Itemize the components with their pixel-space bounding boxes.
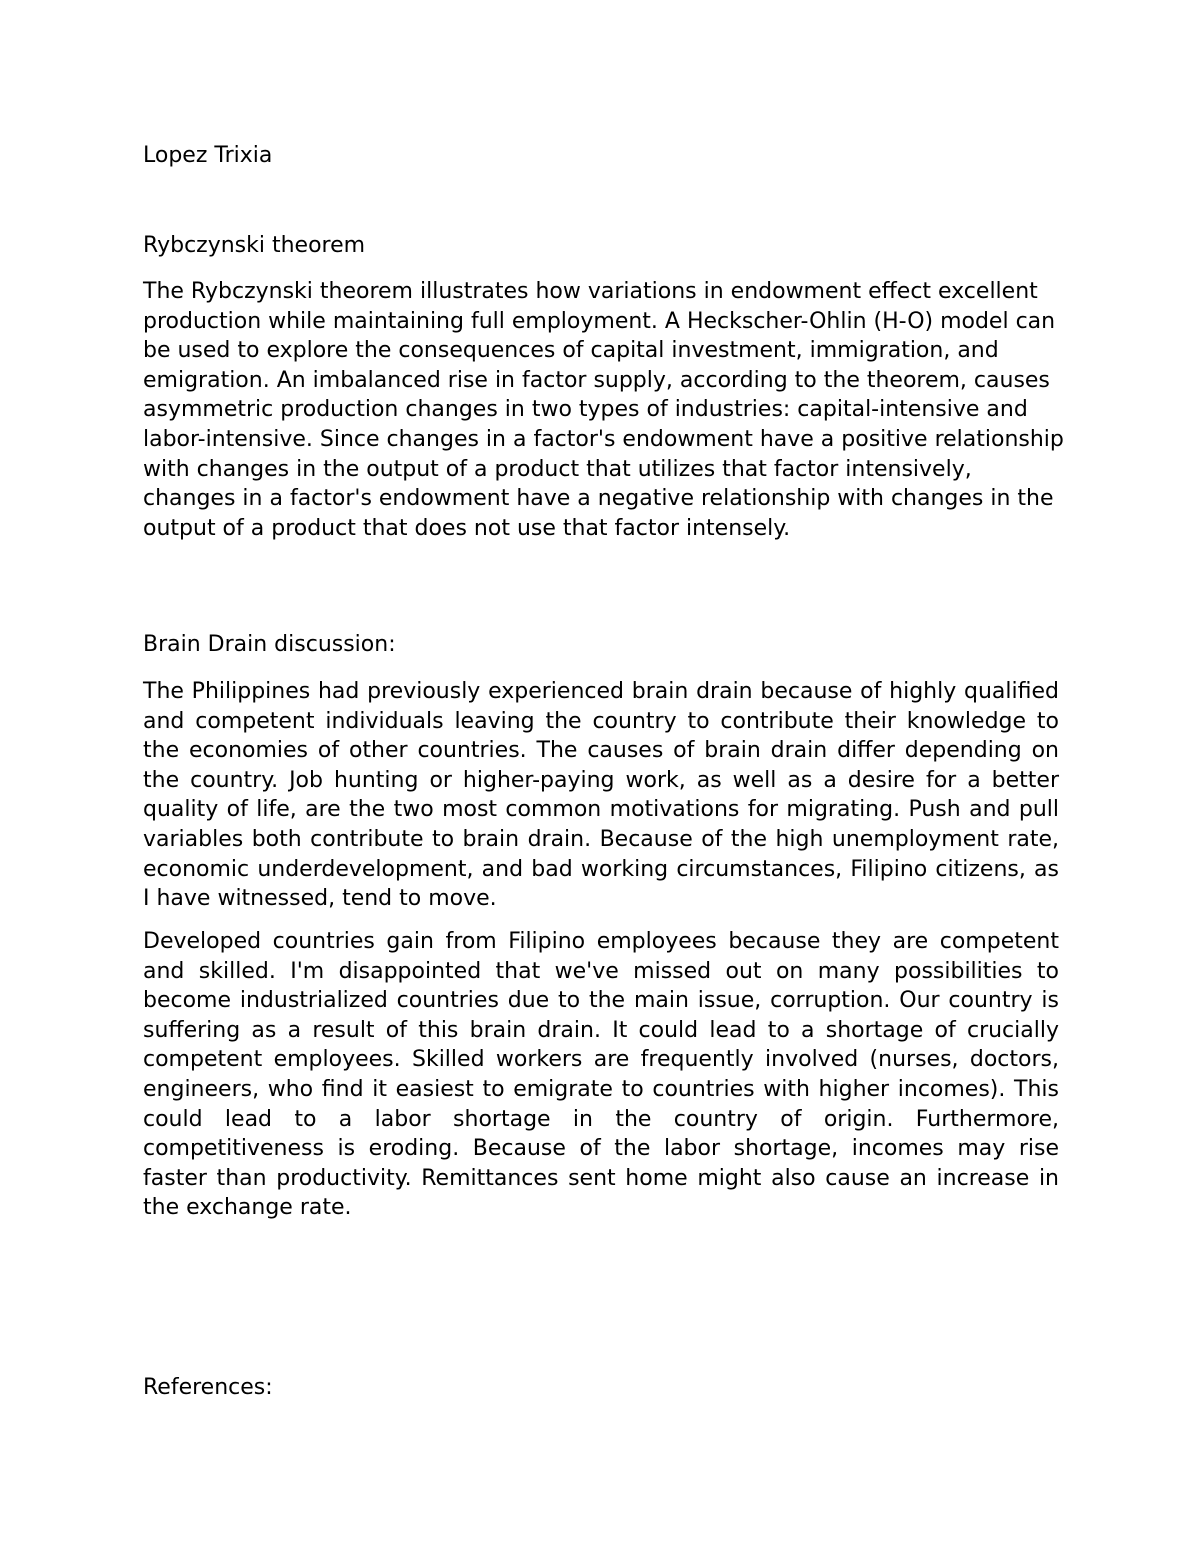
references-heading: References: xyxy=(143,1375,273,1400)
section-heading-brain-drain: Brain Drain discussion: xyxy=(143,632,396,657)
paragraph-brain-drain-2: Developed countries gain from Filipino employees because they are competent and skilled. I'm disappointed that we've missed out on many possibilities to become industrialized countries due to the main issue, corruption. Our country is suffering as a result of this brain drain. It could lead to a shortage of crucially competent employees. Skilled workers are frequently involved (nurses, doctors, engineers, who find it easiest to emigrate to countries with higher incomes). This could lead to a labor shortage in the country of origin. Furthermore, competitiveness is eroding. Because of the labor shortage, incomes may rise faster than productivity. Remittances sent home might also cause an increase in the exchange rate. xyxy=(143,929,1059,1221)
section-heading-rybczynski: Rybczynski theorem xyxy=(143,233,366,258)
paragraph-rybczynski: The Rybczynski theorem illustrates how variations in endowment effect excellent production while maintaining full employment. A Heckscher-Ohlin (H-O) model can be used to explore the consequences of capital investment, immigration, and emigration. An imbalanced rise in factor supply, according to the theorem, causes asymmetric production changes in two types of industries: capital-intensive and labor-intensive. Since changes in a factor's endowment have a positive relationship with changes in the output of a product that utilizes that factor intensively, changes in a factor's endowment have a negative relationship with changes in the output of a product that does not use that factor intensely. xyxy=(143,279,1064,541)
author-name: Lopez Trixia xyxy=(143,143,273,168)
paragraph-brain-drain-1: The Philippines had previously experienced brain drain because of highly qualified and competent individuals leaving the country to contribute their knowledge to the economies of other countries. The causes of brain drain differ depending on the country. Job hunting or higher-paying work, as well as a desire for a better quality of life, are the two most common motivations for migrating. Push and pull variables both contribute to brain drain. Because of the high unemployment rate, economic underdevelopment, and bad working circumstances, Filipino citizens, as I have witnessed, tend to move. xyxy=(143,679,1059,912)
